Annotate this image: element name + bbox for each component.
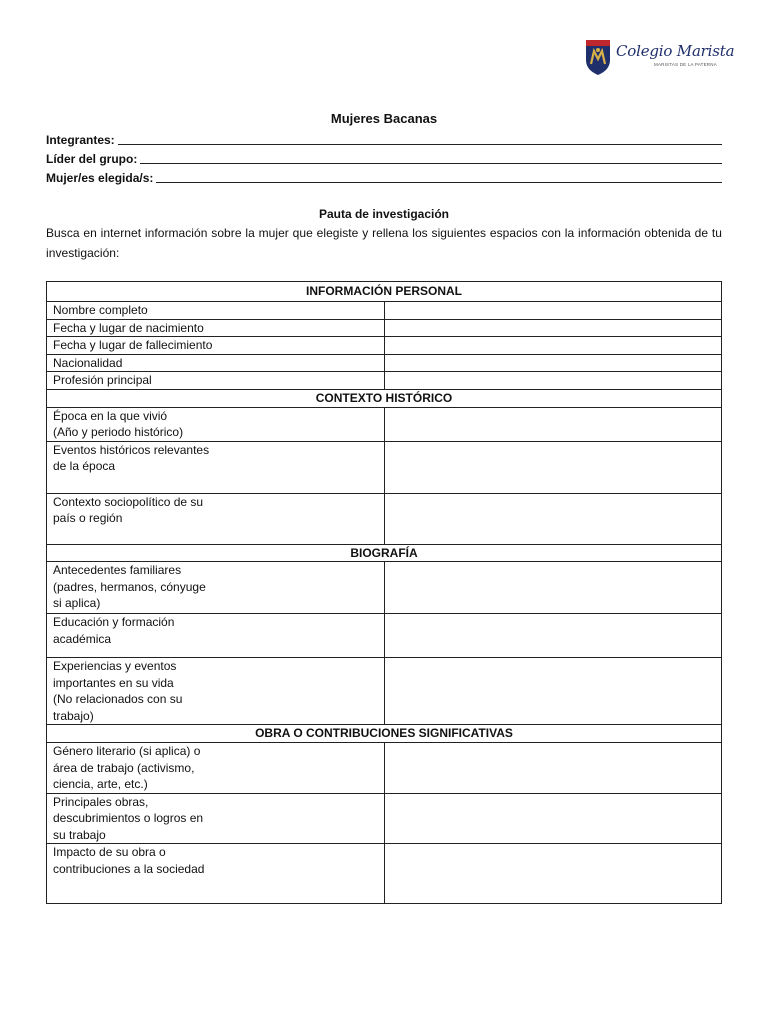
table-row: [47, 844, 722, 904]
field-mujer-elegida[interactable]: [46, 168, 722, 185]
row-label: Principales obras, descubrimientos o logros en su trabajo: [47, 793, 385, 844]
table-row: [47, 302, 722, 320]
intro-paragraph: Busca en internet información sobre la mujer que elegiste y rellena los siguientes espacios con la información obtenida de tu investigación:: [46, 226, 722, 260]
answer-cell[interactable]: [384, 337, 722, 355]
answer-cell[interactable]: [384, 743, 722, 794]
table-row: [47, 493, 722, 544]
table-row: [47, 441, 722, 493]
answer-cell[interactable]: [384, 354, 722, 372]
row-label: Educación y formación académica: [47, 614, 385, 658]
row-label: Nombre completo: [47, 302, 385, 320]
school-logo: [582, 36, 735, 76]
answer-cell[interactable]: [384, 319, 722, 337]
section-title: OBRA O CONTRIBUCIONES SIGNIFICATIVAS: [47, 725, 722, 743]
row-label: Fecha y lugar de fallecimiento: [47, 337, 385, 355]
table-row: [47, 658, 722, 725]
row-label: Experiencias y eventos importantes en su vida (No relacionados con su trabajo): [47, 658, 385, 725]
table-row: [47, 407, 722, 441]
section-header-row: [47, 544, 722, 562]
table-row: [47, 743, 722, 794]
answer-cell[interactable]: [384, 844, 722, 904]
table-row: [47, 372, 722, 390]
table-row: [47, 354, 722, 372]
row-label: Contexto sociopolítico de su país o región: [47, 493, 385, 544]
table-row: [47, 319, 722, 337]
row-label: Profesión principal: [47, 372, 385, 390]
row-label: Género literario (si aplica) o área de trabajo (activismo, ciencia, arte, etc.): [47, 743, 385, 794]
answer-cell[interactable]: [384, 372, 722, 390]
field-label: Líder del grupo:: [46, 152, 138, 166]
answer-cell[interactable]: [384, 441, 722, 493]
school-shield-icon: [584, 36, 612, 76]
row-label: Fecha y lugar de nacimiento: [47, 319, 385, 337]
section-title: CONTEXTO HISTÓRICO: [47, 389, 722, 407]
table-row: [47, 337, 722, 355]
row-label: Nacionalidad: [47, 354, 385, 372]
school-subtitle: MARISTAS DE LA PATERNA: [654, 62, 717, 67]
research-table: [46, 281, 722, 904]
row-label: Antecedentes familiares (padres, hermanos, cónyuge si aplica): [47, 562, 385, 614]
answer-cell[interactable]: [384, 614, 722, 658]
table-row: [47, 562, 722, 614]
field-lider[interactable]: [46, 149, 722, 166]
field-line[interactable]: [118, 143, 722, 145]
row-label: Época en la que vivió (Año y periodo histórico): [47, 407, 385, 441]
section-header-row: [47, 389, 722, 407]
row-label: Impacto de su obra o contribuciones a la sociedad: [47, 844, 385, 904]
section-header-row: [47, 725, 722, 743]
field-line[interactable]: [156, 181, 722, 183]
answer-cell[interactable]: [384, 658, 722, 725]
answer-cell[interactable]: [384, 493, 722, 544]
row-label: Eventos históricos relevantes de la época: [47, 441, 385, 493]
field-line[interactable]: [140, 162, 722, 164]
field-label: Integrantes:: [46, 133, 115, 147]
document-title: Mujeres Bacanas: [330, 111, 438, 126]
table-row: [47, 614, 722, 658]
section-header-row: [47, 282, 722, 302]
table-row: [47, 793, 722, 844]
field-integrantes[interactable]: [46, 130, 722, 147]
answer-cell[interactable]: [384, 793, 722, 844]
section-subtitle: Pauta de investigación: [318, 207, 450, 221]
section-title: BIOGRAFÍA: [47, 544, 722, 562]
answer-cell[interactable]: [384, 562, 722, 614]
school-name: Colegio Marista: [616, 42, 735, 60]
answer-cell[interactable]: [384, 407, 722, 441]
field-label: Mujer/es elegida/s:: [46, 171, 154, 185]
section-title: INFORMACIÓN PERSONAL: [47, 282, 722, 302]
answer-cell[interactable]: [384, 302, 722, 320]
